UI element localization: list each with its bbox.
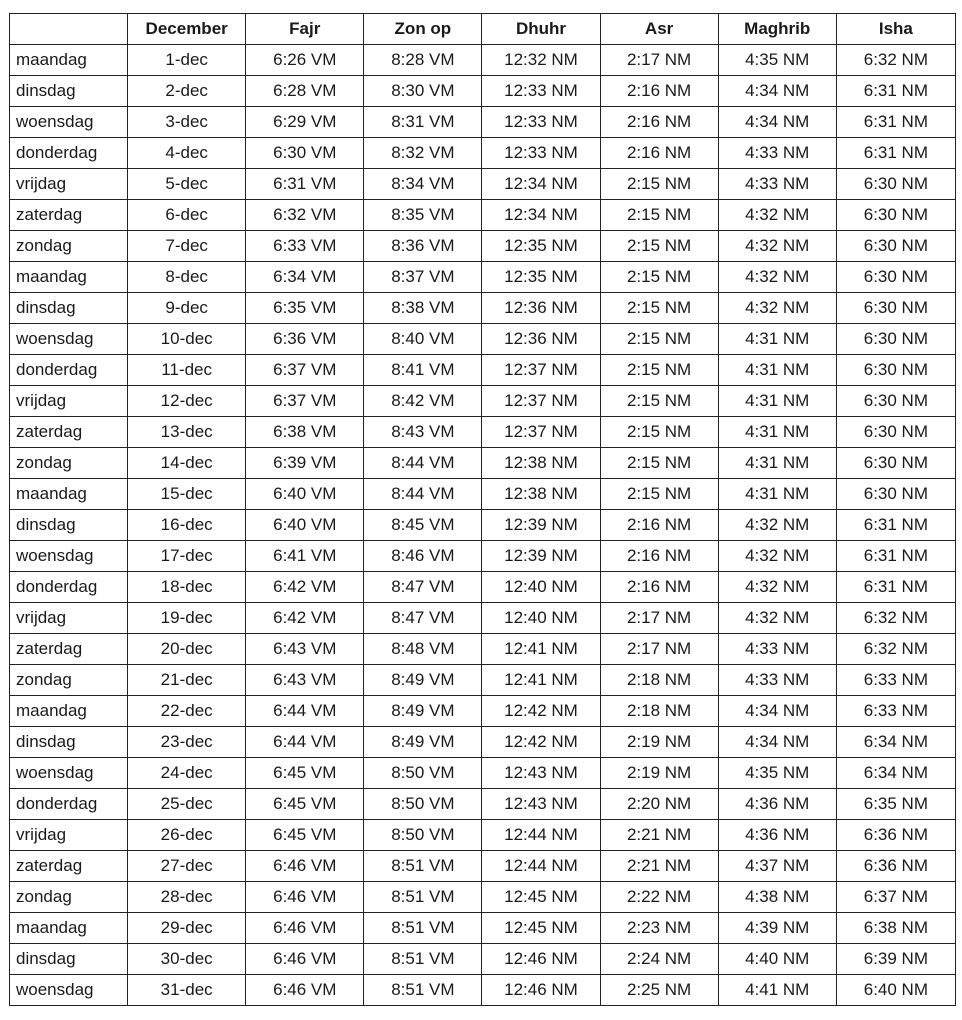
fajr-cell: 6:33 VM <box>246 231 364 262</box>
dhuhr-cell: 12:42 NM <box>482 696 600 727</box>
sunrise-cell: 8:41 VM <box>364 355 482 386</box>
isha-cell: 6:30 NM <box>836 448 955 479</box>
date-cell: 2-dec <box>128 76 246 107</box>
isha-cell: 6:30 NM <box>836 355 955 386</box>
asr-cell: 2:15 NM <box>600 386 718 417</box>
sunrise-cell: 8:44 VM <box>364 448 482 479</box>
table-row <box>10 107 956 138</box>
fajr-cell: 6:41 VM <box>246 541 364 572</box>
asr-cell: 2:16 NM <box>600 541 718 572</box>
asr-cell: 2:16 NM <box>600 572 718 603</box>
maghrib-cell: 4:33 NM <box>718 169 836 200</box>
sunrise-cell: 8:49 VM <box>364 665 482 696</box>
isha-cell: 6:32 NM <box>836 634 955 665</box>
date-cell: 18-dec <box>128 572 246 603</box>
weekday-cell: zondag <box>10 231 128 262</box>
date-cell: 8-dec <box>128 262 246 293</box>
isha-cell: 6:31 NM <box>836 76 955 107</box>
dhuhr-cell: 12:37 NM <box>482 417 600 448</box>
table-row <box>10 944 956 975</box>
dhuhr-cell: 12:46 NM <box>482 975 600 1006</box>
date-cell: 14-dec <box>128 448 246 479</box>
asr-cell: 2:20 NM <box>600 789 718 820</box>
date-cell: 13-dec <box>128 417 246 448</box>
header-maghrib: Maghrib <box>718 14 836 45</box>
asr-cell: 2:19 NM <box>600 758 718 789</box>
fajr-cell: 6:40 VM <box>246 510 364 541</box>
sunrise-cell: 8:48 VM <box>364 634 482 665</box>
isha-cell: 6:30 NM <box>836 293 955 324</box>
date-cell: 26-dec <box>128 820 246 851</box>
date-cell: 10-dec <box>128 324 246 355</box>
asr-cell: 2:15 NM <box>600 293 718 324</box>
dhuhr-cell: 12:41 NM <box>482 665 600 696</box>
weekday-cell: donderdag <box>10 572 128 603</box>
table-row <box>10 324 956 355</box>
sunrise-cell: 8:30 VM <box>364 76 482 107</box>
fajr-cell: 6:45 VM <box>246 758 364 789</box>
table-row <box>10 665 956 696</box>
table-row <box>10 634 956 665</box>
date-cell: 12-dec <box>128 386 246 417</box>
weekday-cell: woensdag <box>10 975 128 1006</box>
isha-cell: 6:31 NM <box>836 138 955 169</box>
table-row <box>10 448 956 479</box>
isha-cell: 6:33 NM <box>836 696 955 727</box>
date-cell: 29-dec <box>128 913 246 944</box>
prayer-times-table <box>9 13 956 1006</box>
header-row <box>10 14 956 45</box>
maghrib-cell: 4:34 NM <box>718 76 836 107</box>
date-cell: 19-dec <box>128 603 246 634</box>
sunrise-cell: 8:51 VM <box>364 944 482 975</box>
date-cell: 7-dec <box>128 231 246 262</box>
maghrib-cell: 4:32 NM <box>718 603 836 634</box>
dhuhr-cell: 12:45 NM <box>482 913 600 944</box>
asr-cell: 2:15 NM <box>600 355 718 386</box>
maghrib-cell: 4:32 NM <box>718 231 836 262</box>
date-cell: 23-dec <box>128 727 246 758</box>
table-row <box>10 231 956 262</box>
weekday-cell: donderdag <box>10 789 128 820</box>
dhuhr-cell: 12:41 NM <box>482 634 600 665</box>
dhuhr-cell: 12:40 NM <box>482 603 600 634</box>
asr-cell: 2:25 NM <box>600 975 718 1006</box>
sunrise-cell: 8:50 VM <box>364 789 482 820</box>
date-cell: 20-dec <box>128 634 246 665</box>
date-cell: 6-dec <box>128 200 246 231</box>
asr-cell: 2:24 NM <box>600 944 718 975</box>
fajr-cell: 6:35 VM <box>246 293 364 324</box>
dhuhr-cell: 12:32 NM <box>482 45 600 76</box>
table-row <box>10 696 956 727</box>
dhuhr-cell: 12:40 NM <box>482 572 600 603</box>
fajr-cell: 6:34 VM <box>246 262 364 293</box>
sunrise-cell: 8:50 VM <box>364 758 482 789</box>
dhuhr-cell: 12:33 NM <box>482 107 600 138</box>
asr-cell: 2:23 NM <box>600 913 718 944</box>
date-cell: 31-dec <box>128 975 246 1006</box>
dhuhr-cell: 12:39 NM <box>482 510 600 541</box>
sunrise-cell: 8:49 VM <box>364 696 482 727</box>
sunrise-cell: 8:51 VM <box>364 913 482 944</box>
date-cell: 4-dec <box>128 138 246 169</box>
date-cell: 15-dec <box>128 479 246 510</box>
maghrib-cell: 4:35 NM <box>718 45 836 76</box>
asr-cell: 2:17 NM <box>600 634 718 665</box>
sunrise-cell: 8:28 VM <box>364 45 482 76</box>
dhuhr-cell: 12:36 NM <box>482 293 600 324</box>
date-cell: 9-dec <box>128 293 246 324</box>
maghrib-cell: 4:40 NM <box>718 944 836 975</box>
weekday-cell: vrijdag <box>10 386 128 417</box>
dhuhr-cell: 12:33 NM <box>482 76 600 107</box>
weekday-cell: woensdag <box>10 324 128 355</box>
table-body <box>10 45 956 1006</box>
sunrise-cell: 8:40 VM <box>364 324 482 355</box>
asr-cell: 2:16 NM <box>600 510 718 541</box>
sunrise-cell: 8:51 VM <box>364 851 482 882</box>
table-row <box>10 169 956 200</box>
maghrib-cell: 4:35 NM <box>718 758 836 789</box>
table-row <box>10 479 956 510</box>
weekday-cell: zondag <box>10 448 128 479</box>
weekday-cell: maandag <box>10 913 128 944</box>
dhuhr-cell: 12:42 NM <box>482 727 600 758</box>
date-cell: 24-dec <box>128 758 246 789</box>
maghrib-cell: 4:31 NM <box>718 479 836 510</box>
fajr-cell: 6:28 VM <box>246 76 364 107</box>
table-row <box>10 76 956 107</box>
weekday-cell: vrijdag <box>10 820 128 851</box>
header-weekday <box>10 14 128 45</box>
isha-cell: 6:37 NM <box>836 882 955 913</box>
table-row <box>10 727 956 758</box>
isha-cell: 6:30 NM <box>836 386 955 417</box>
maghrib-cell: 4:31 NM <box>718 417 836 448</box>
dhuhr-cell: 12:37 NM <box>482 355 600 386</box>
maghrib-cell: 4:39 NM <box>718 913 836 944</box>
date-cell: 25-dec <box>128 789 246 820</box>
isha-cell: 6:30 NM <box>836 324 955 355</box>
date-cell: 30-dec <box>128 944 246 975</box>
date-cell: 1-dec <box>128 45 246 76</box>
maghrib-cell: 4:32 NM <box>718 541 836 572</box>
weekday-cell: vrijdag <box>10 169 128 200</box>
fajr-cell: 6:26 VM <box>246 45 364 76</box>
fajr-cell: 6:45 VM <box>246 820 364 851</box>
table-row <box>10 138 956 169</box>
weekday-cell: dinsdag <box>10 510 128 541</box>
fajr-cell: 6:29 VM <box>246 107 364 138</box>
weekday-cell: zaterdag <box>10 417 128 448</box>
weekday-cell: zaterdag <box>10 851 128 882</box>
weekday-cell: zaterdag <box>10 200 128 231</box>
sunrise-cell: 8:46 VM <box>364 541 482 572</box>
weekday-cell: maandag <box>10 45 128 76</box>
weekday-cell: maandag <box>10 696 128 727</box>
sunrise-cell: 8:34 VM <box>364 169 482 200</box>
fajr-cell: 6:44 VM <box>246 727 364 758</box>
header-month: December <box>128 14 246 45</box>
asr-cell: 2:15 NM <box>600 479 718 510</box>
maghrib-cell: 4:32 NM <box>718 293 836 324</box>
dhuhr-cell: 12:36 NM <box>482 324 600 355</box>
isha-cell: 6:36 NM <box>836 851 955 882</box>
maghrib-cell: 4:31 NM <box>718 448 836 479</box>
isha-cell: 6:33 NM <box>836 665 955 696</box>
maghrib-cell: 4:31 NM <box>718 386 836 417</box>
date-cell: 22-dec <box>128 696 246 727</box>
table-row <box>10 293 956 324</box>
dhuhr-cell: 12:34 NM <box>482 169 600 200</box>
asr-cell: 2:21 NM <box>600 851 718 882</box>
sunrise-cell: 8:47 VM <box>364 572 482 603</box>
sunrise-cell: 8:37 VM <box>364 262 482 293</box>
header-fajr: Fajr <box>246 14 364 45</box>
asr-cell: 2:16 NM <box>600 107 718 138</box>
fajr-cell: 6:44 VM <box>246 696 364 727</box>
weekday-cell: donderdag <box>10 355 128 386</box>
sunrise-cell: 8:36 VM <box>364 231 482 262</box>
table-row <box>10 417 956 448</box>
weekday-cell: maandag <box>10 479 128 510</box>
date-cell: 5-dec <box>128 169 246 200</box>
asr-cell: 2:21 NM <box>600 820 718 851</box>
isha-cell: 6:30 NM <box>836 169 955 200</box>
sunrise-cell: 8:51 VM <box>364 882 482 913</box>
sunrise-cell: 8:49 VM <box>364 727 482 758</box>
dhuhr-cell: 12:34 NM <box>482 200 600 231</box>
table-row <box>10 541 956 572</box>
fajr-cell: 6:30 VM <box>246 138 364 169</box>
date-cell: 11-dec <box>128 355 246 386</box>
sunrise-cell: 8:47 VM <box>364 603 482 634</box>
sunrise-cell: 8:35 VM <box>364 200 482 231</box>
sunrise-cell: 8:31 VM <box>364 107 482 138</box>
asr-cell: 2:15 NM <box>600 231 718 262</box>
isha-cell: 6:32 NM <box>836 603 955 634</box>
weekday-cell: woensdag <box>10 758 128 789</box>
sunrise-cell: 8:42 VM <box>364 386 482 417</box>
asr-cell: 2:18 NM <box>600 665 718 696</box>
asr-cell: 2:15 NM <box>600 262 718 293</box>
isha-cell: 6:31 NM <box>836 572 955 603</box>
weekday-cell: woensdag <box>10 541 128 572</box>
fajr-cell: 6:42 VM <box>246 572 364 603</box>
sunrise-cell: 8:45 VM <box>364 510 482 541</box>
header-sunrise: Zon op <box>364 14 482 45</box>
maghrib-cell: 4:34 NM <box>718 696 836 727</box>
maghrib-cell: 4:33 NM <box>718 665 836 696</box>
asr-cell: 2:22 NM <box>600 882 718 913</box>
maghrib-cell: 4:33 NM <box>718 138 836 169</box>
weekday-cell: zondag <box>10 882 128 913</box>
dhuhr-cell: 12:39 NM <box>482 541 600 572</box>
table-row <box>10 510 956 541</box>
asr-cell: 2:15 NM <box>600 200 718 231</box>
weekday-cell: woensdag <box>10 107 128 138</box>
fajr-cell: 6:45 VM <box>246 789 364 820</box>
dhuhr-cell: 12:38 NM <box>482 448 600 479</box>
table-row <box>10 820 956 851</box>
asr-cell: 2:18 NM <box>600 696 718 727</box>
maghrib-cell: 4:36 NM <box>718 820 836 851</box>
isha-cell: 6:39 NM <box>836 944 955 975</box>
fajr-cell: 6:46 VM <box>246 851 364 882</box>
isha-cell: 6:38 NM <box>836 913 955 944</box>
isha-cell: 6:35 NM <box>836 789 955 820</box>
sunrise-cell: 8:38 VM <box>364 293 482 324</box>
maghrib-cell: 4:32 NM <box>718 200 836 231</box>
maghrib-cell: 4:38 NM <box>718 882 836 913</box>
maghrib-cell: 4:32 NM <box>718 510 836 541</box>
dhuhr-cell: 12:37 NM <box>482 386 600 417</box>
isha-cell: 6:36 NM <box>836 820 955 851</box>
isha-cell: 6:31 NM <box>836 107 955 138</box>
sunrise-cell: 8:43 VM <box>364 417 482 448</box>
sunrise-cell: 8:32 VM <box>364 138 482 169</box>
isha-cell: 6:40 NM <box>836 975 955 1006</box>
asr-cell: 2:16 NM <box>600 76 718 107</box>
maghrib-cell: 4:41 NM <box>718 975 836 1006</box>
table-row <box>10 975 956 1006</box>
isha-cell: 6:31 NM <box>836 510 955 541</box>
table-row <box>10 789 956 820</box>
date-cell: 3-dec <box>128 107 246 138</box>
isha-cell: 6:30 NM <box>836 231 955 262</box>
sunrise-cell: 8:51 VM <box>364 975 482 1006</box>
isha-cell: 6:30 NM <box>836 417 955 448</box>
asr-cell: 2:17 NM <box>600 45 718 76</box>
table-row <box>10 851 956 882</box>
fajr-cell: 6:43 VM <box>246 665 364 696</box>
asr-cell: 2:15 NM <box>600 169 718 200</box>
dhuhr-cell: 12:44 NM <box>482 851 600 882</box>
weekday-cell: dinsdag <box>10 944 128 975</box>
fajr-cell: 6:36 VM <box>246 324 364 355</box>
asr-cell: 2:15 NM <box>600 417 718 448</box>
isha-cell: 6:34 NM <box>836 758 955 789</box>
date-cell: 17-dec <box>128 541 246 572</box>
fajr-cell: 6:39 VM <box>246 448 364 479</box>
table-row <box>10 758 956 789</box>
table-row <box>10 913 956 944</box>
fajr-cell: 6:37 VM <box>246 386 364 417</box>
fajr-cell: 6:31 VM <box>246 169 364 200</box>
dhuhr-cell: 12:43 NM <box>482 758 600 789</box>
dhuhr-cell: 12:33 NM <box>482 138 600 169</box>
weekday-cell: dinsdag <box>10 76 128 107</box>
maghrib-cell: 4:32 NM <box>718 262 836 293</box>
weekday-cell: donderdag <box>10 138 128 169</box>
dhuhr-cell: 12:35 NM <box>482 231 600 262</box>
asr-cell: 2:17 NM <box>600 603 718 634</box>
header-isha: Isha <box>836 14 955 45</box>
sunrise-cell: 8:50 VM <box>364 820 482 851</box>
maghrib-cell: 4:33 NM <box>718 634 836 665</box>
asr-cell: 2:19 NM <box>600 727 718 758</box>
header-dhuhr: Dhuhr <box>482 14 600 45</box>
fajr-cell: 6:46 VM <box>246 882 364 913</box>
header-asr: Asr <box>600 14 718 45</box>
maghrib-cell: 4:37 NM <box>718 851 836 882</box>
table-row <box>10 386 956 417</box>
dhuhr-cell: 12:38 NM <box>482 479 600 510</box>
maghrib-cell: 4:36 NM <box>718 789 836 820</box>
fajr-cell: 6:40 VM <box>246 479 364 510</box>
maghrib-cell: 4:34 NM <box>718 107 836 138</box>
fajr-cell: 6:37 VM <box>246 355 364 386</box>
dhuhr-cell: 12:35 NM <box>482 262 600 293</box>
table-row <box>10 355 956 386</box>
date-cell: 28-dec <box>128 882 246 913</box>
table-header <box>10 14 956 45</box>
table-row <box>10 200 956 231</box>
fajr-cell: 6:46 VM <box>246 975 364 1006</box>
asr-cell: 2:15 NM <box>600 324 718 355</box>
weekday-cell: zaterdag <box>10 634 128 665</box>
table-row <box>10 45 956 76</box>
fajr-cell: 6:46 VM <box>246 944 364 975</box>
isha-cell: 6:30 NM <box>836 262 955 293</box>
date-cell: 21-dec <box>128 665 246 696</box>
isha-cell: 6:31 NM <box>836 541 955 572</box>
table-row <box>10 262 956 293</box>
dhuhr-cell: 12:45 NM <box>482 882 600 913</box>
maghrib-cell: 4:31 NM <box>718 324 836 355</box>
weekday-cell: dinsdag <box>10 293 128 324</box>
maghrib-cell: 4:32 NM <box>718 572 836 603</box>
maghrib-cell: 4:34 NM <box>718 727 836 758</box>
fajr-cell: 6:32 VM <box>246 200 364 231</box>
sunrise-cell: 8:44 VM <box>364 479 482 510</box>
isha-cell: 6:30 NM <box>836 200 955 231</box>
date-cell: 16-dec <box>128 510 246 541</box>
weekday-cell: zondag <box>10 665 128 696</box>
dhuhr-cell: 12:44 NM <box>482 820 600 851</box>
weekday-cell: vrijdag <box>10 603 128 634</box>
isha-cell: 6:30 NM <box>836 479 955 510</box>
weekday-cell: maandag <box>10 262 128 293</box>
isha-cell: 6:34 NM <box>836 727 955 758</box>
fajr-cell: 6:42 VM <box>246 603 364 634</box>
table-row <box>10 572 956 603</box>
fajr-cell: 6:46 VM <box>246 913 364 944</box>
maghrib-cell: 4:31 NM <box>718 355 836 386</box>
weekday-cell: dinsdag <box>10 727 128 758</box>
isha-cell: 6:32 NM <box>836 45 955 76</box>
table-row <box>10 882 956 913</box>
table-row <box>10 603 956 634</box>
date-cell: 27-dec <box>128 851 246 882</box>
dhuhr-cell: 12:46 NM <box>482 944 600 975</box>
fajr-cell: 6:38 VM <box>246 417 364 448</box>
asr-cell: 2:15 NM <box>600 448 718 479</box>
dhuhr-cell: 12:43 NM <box>482 789 600 820</box>
asr-cell: 2:16 NM <box>600 138 718 169</box>
fajr-cell: 6:43 VM <box>246 634 364 665</box>
